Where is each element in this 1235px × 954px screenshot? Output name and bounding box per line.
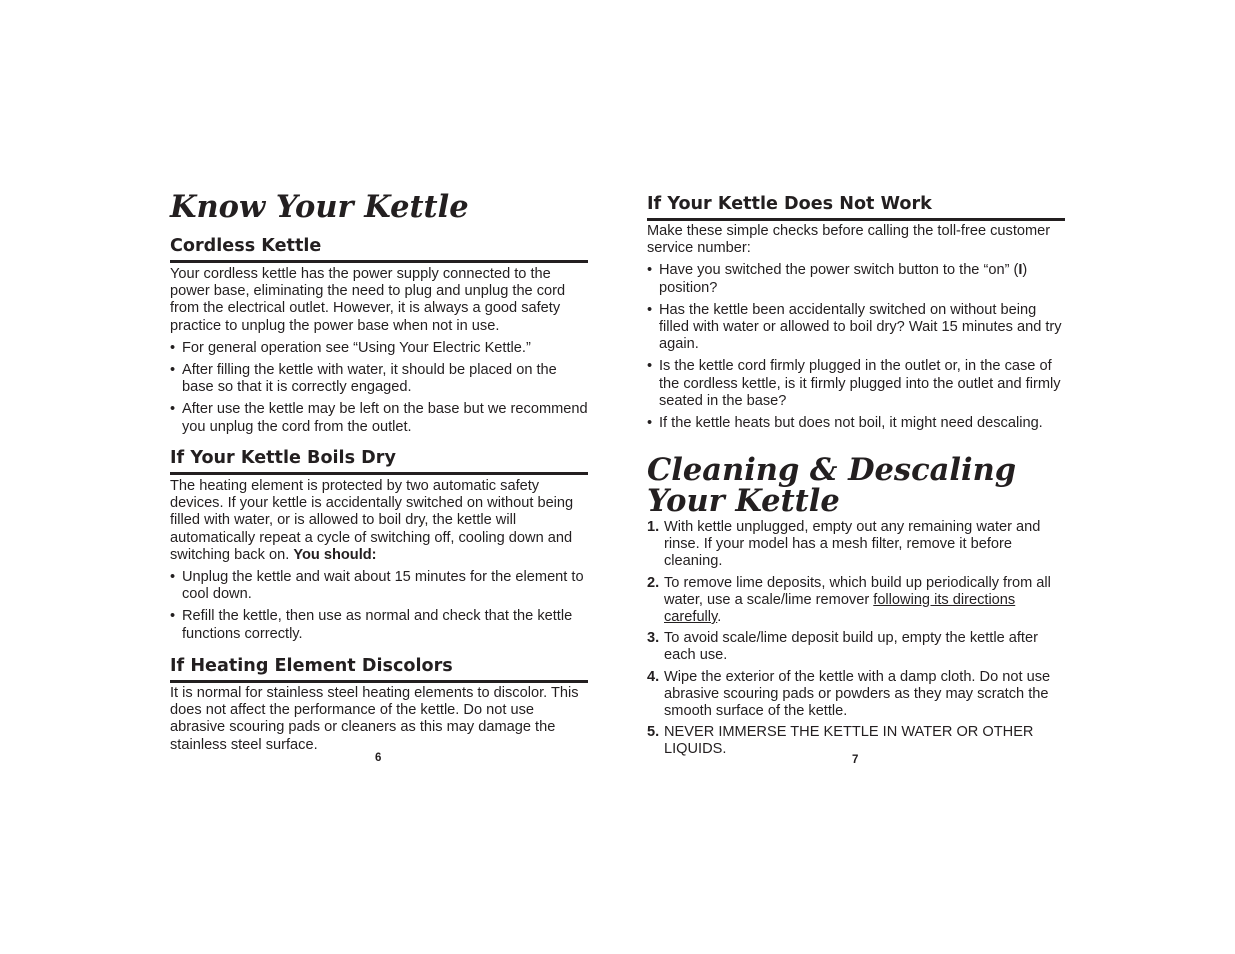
page-number-right: 7 [852,754,859,766]
not-work-bullet: • Have you switched the power switch button to the “on” (I) position? [647,262,1028,296]
cleaning-step: 4. Wipe the exterior of the kettle with a damp cloth. Do not use abrasive scouring pads or powders as they may scratch the smooth surface of the kettle. [647,668,1051,720]
you-should-label: You should: [293,546,377,563]
cleaning-step: 3. To avoid scale/lime deposit build up, empty the kettle after each use. [647,630,1038,664]
not-work-bullet: • If the kettle heats but does not boil, it might need descaling. [647,415,1043,432]
cordless-kettle-heading: Cordless Kettle [170,235,588,263]
not-work-heading: If Your Kettle Does Not Work [647,193,1065,221]
cordless-bullet: • After filling the kettle with water, it should be placed on the base so that it is correctly engaged. [170,362,557,396]
cordless-kettle-section [170,266,588,436]
not-work-intro: Make these simple checks before calling the toll-free customer service number: [647,223,1051,257]
cleaning-steps [647,519,1065,759]
cleaning-title: Cleaning & Descaling Your Kettle [647,452,1017,519]
boils-dry-heading: If Your Kettle Boils Dry [170,447,588,475]
boils-dry-section [170,478,588,643]
boils-dry-intro: The heating element is protected by two automatic safety devices. If your kettle is accidentally switched on without being filled with water, or is allowed to boil dry, the kettle will automatically repeat a cycle of switching off, cooling down and switching back on. You should: [170,478,574,563]
cleaning-step: 5. NEVER IMMERSE THE KETTLE IN WATER OR OTHER LIQUIDS. [647,724,1034,758]
boils-dry-bullet: • Unplug the kettle and wait about 15 minutes for the element to cool down. [170,569,584,603]
cordless-intro: Your cordless kettle has the power supply connected to the power base, eliminating the need to plug and unplug the cord from the electrical outlet. However, it is always a good safety practice to unplug the power base when not in use. [170,266,566,334]
discolors-text: It is normal for stainless steel heating elements to discolor. This does not affect the performance of the kettle. Do not use abrasive scouring pads or cleaners as this may damage the stainless steel surface. [170,685,579,753]
cordless-bullet: • For general operation see “Using Your Electric Kettle.” [170,339,531,356]
discolors-section [170,685,588,754]
not-work-bullet: • Is the kettle cord firmly plugged in the outlet or, in the case of the cordless kettle, is it firmly plugged into the outlet and firmly seated in the base? [647,358,1061,409]
boils-dry-bullet: • Refill the kettle, then use as normal and check that the kettle functions correctly. [170,608,573,642]
page-number-left: 6 [375,752,382,764]
cleaning-step: 2. To remove lime deposits, which build up periodically from all water, use a scale/lime remover following its directions carefully. [647,574,1051,626]
cleaning-step: 1. With kettle unplugged, empty out any remaining water and rinse. If your model has a mesh filter, remove it before cleaning. [647,519,1041,570]
cordless-bullet: • After use the kettle may be left on the base but we recommend you unplug the cord from the outlet. [170,401,588,435]
not-work-bullet: • Has the kettle been accidentally switched on without being filled with water or allowed to boil dry? Wait 15 minutes and try again. [647,301,1062,353]
know-your-kettle-title: Know Your Kettle [170,189,469,225]
discolors-heading: If Heating Element Discolors [170,655,588,683]
not-work-section [647,223,1065,432]
